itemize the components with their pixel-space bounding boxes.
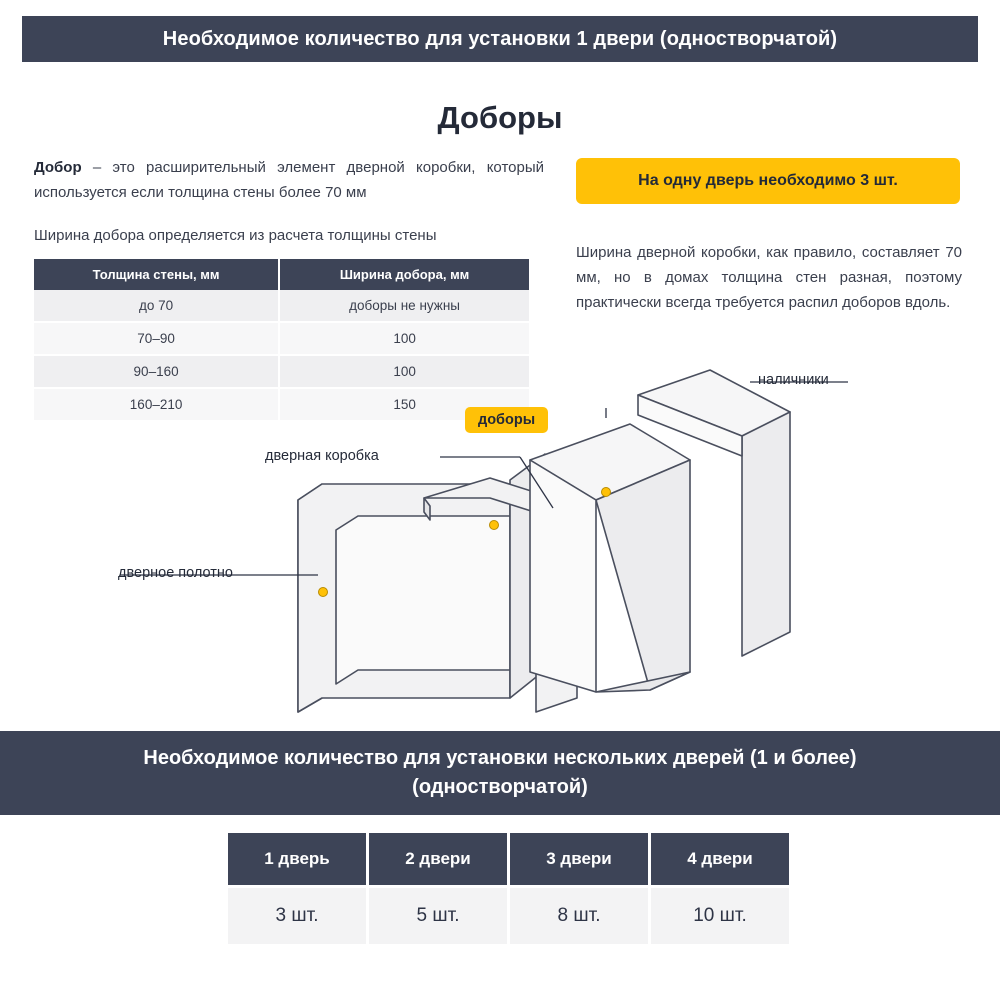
bottom-banner-line-2: (одностворчатой) [412, 776, 588, 798]
label-dvernoe-polotno: дверное полотно [118, 565, 233, 581]
column-header-2-doors: 2 двери [368, 833, 509, 887]
right-paragraph: Ширина дверной коробки, как правило, составляет 70 мм, но в домах толщина стен разная, поэтому практически всегда требуется распил доборов вдоль. [576, 244, 962, 311]
top-banner-title: Необходимое количество для установки 1 двери (одностворчатой) [162, 27, 838, 50]
label-nalichniki: наличники [758, 372, 829, 388]
door-leaf-panel [336, 516, 510, 684]
dot-dobory [602, 488, 611, 497]
casing-vertical [742, 412, 790, 656]
column-header-3-doors: 3 двери [509, 833, 650, 887]
cell-wall-thickness: 160–210 [34, 388, 279, 421]
cell-dobor-width: доборы не нужны [279, 290, 529, 322]
page-title: Доборы [437, 100, 563, 135]
dobor-side-left [530, 460, 596, 692]
table-row [34, 290, 529, 322]
label-dvernaya-korobka: дверная коробка [265, 448, 379, 464]
column-header-4-doors: 4 двери [650, 833, 790, 887]
cell-wall-thickness: до 70 [34, 290, 279, 322]
cell-count-2-doors: 5 шт. [368, 887, 509, 945]
bottom-banner [0, 731, 1000, 815]
cell-count-3-doors: 8 шт. [509, 887, 650, 945]
label-dobory: доборы [465, 407, 548, 433]
table-row [34, 322, 529, 355]
table-row [228, 887, 789, 945]
column-header-1-door: 1 дверь [228, 833, 368, 887]
cell-count-4-doors: 10 шт. [650, 887, 790, 945]
definition-paragraph [34, 155, 544, 205]
cell-dobor-width: 100 [279, 322, 529, 355]
table-header-row [34, 259, 529, 290]
width-note: Ширина добора определяется из расчета толщины стены [34, 227, 437, 244]
column-header-wall-thickness: Толщина стены, мм [34, 259, 279, 290]
top-banner [22, 16, 978, 62]
column-header-dobor-width: Ширина добора, мм [279, 259, 529, 290]
callout-text: На одну дверь необходимо 3 шт. [638, 172, 898, 189]
cell-count-1-door: 3 шт. [228, 887, 368, 945]
door-assembly-illustration [90, 360, 980, 720]
doors-count-table [228, 833, 789, 944]
definition-text: – это расширительный элемент дверной коробки, который используется если толщина стены более 70 мм [34, 159, 544, 201]
dot-korobka [490, 521, 499, 530]
cell-dobor-width: 100 [279, 355, 529, 388]
definition-term: Добор [34, 159, 82, 176]
cell-dobor-width: 150 [279, 388, 529, 421]
bottom-banner-line-1: Необходимое количество для установки нескольких дверей (1 и более) [143, 747, 857, 769]
table-header-row [228, 833, 789, 887]
cell-wall-thickness: 70–90 [34, 322, 279, 355]
callout-badge [576, 158, 960, 204]
cell-wall-thickness: 90–160 [34, 355, 279, 388]
dot-polotno [319, 588, 328, 597]
